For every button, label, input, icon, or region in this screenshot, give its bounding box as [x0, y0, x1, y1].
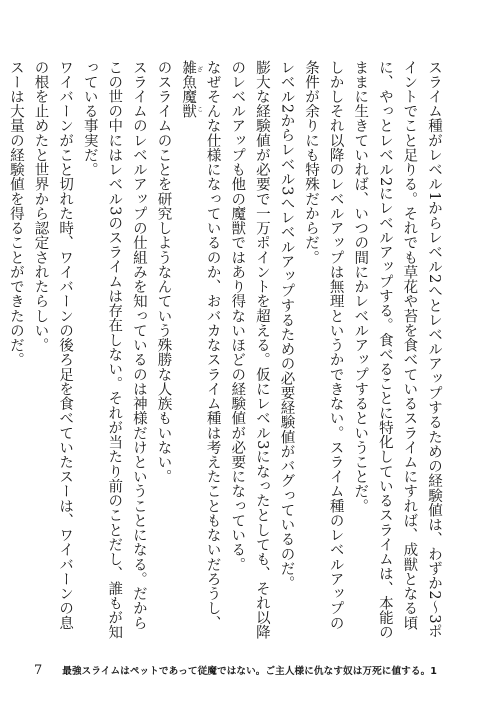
paragraph-5 [175, 60, 224, 640]
ruby-zako [180, 60, 203, 119]
paragraph-8: ワイバーンがこと切れた時、ワイバーンの後ろ足を食べていたスーは、ワイバーンの息の根を止めたと世界から認定されたらしい。 [32, 60, 74, 631]
ruby-zako-base: 雑魚魔獣 [180, 60, 197, 119]
paragraph-7: スライムのレベルアップの仕組みを知っているのは神様だけということになる。だからこの世の中にはレベル3のスライムは存在しない。それが当たり前のことだし、誰もが知っている事実だ。 [81, 60, 147, 640]
paragraph-6: のスライムのことを研究しようなんていう殊勝な人族もいない。 [155, 60, 172, 484]
paragraph-5-text: なぜそんな仕様になっているのか、おバカなスライム種は考えたこともないだろうし、 [204, 60, 221, 631]
paragraph-2: しかしそれ以降のレベルアップは無理というかできない。スライム種のレベルアップの条件が余りにも特殊だからだ。 [303, 60, 344, 631]
vertical-text-body [7, 60, 446, 640]
paragraph-4: 膨大な経験値が必要で一万ポイントを超える。仮にレベル3になったとしても、それ以降のレベルアップも他の魔獣ではあり得ないほどの経験値が必要になっている。 [229, 60, 270, 640]
page-number: 7 [34, 663, 43, 678]
paragraph-9: スーは大量の経験値を得ることができたのだ。 [7, 60, 24, 368]
paragraph-10 [0, 60, 3, 640]
page-footer [34, 663, 437, 678]
ruby-zako-reading: ざこ [195, 60, 203, 119]
running-title: 最強スライムはペットであって従魔ではない。ご主人様に仇なす奴は万死に値する。1 [62, 666, 438, 677]
paragraph-3: レベル2からレベル3へレベルアップするための必要経験値がバグっているのだ。 [278, 60, 295, 591]
paragraph-1: スライム種がレベル1からレベル2へとレベルアップするための経験値は、わずか2〜3ポイントでこと足りる。それでも草花や苔を食べているスライムにすれば、成獣となる頃に、やっとレベル2にレベルアップする。食べることに特化しているスライムは、本能のままに生きていれば、いつの間にかレベルアップするということだ。 [352, 60, 442, 640]
